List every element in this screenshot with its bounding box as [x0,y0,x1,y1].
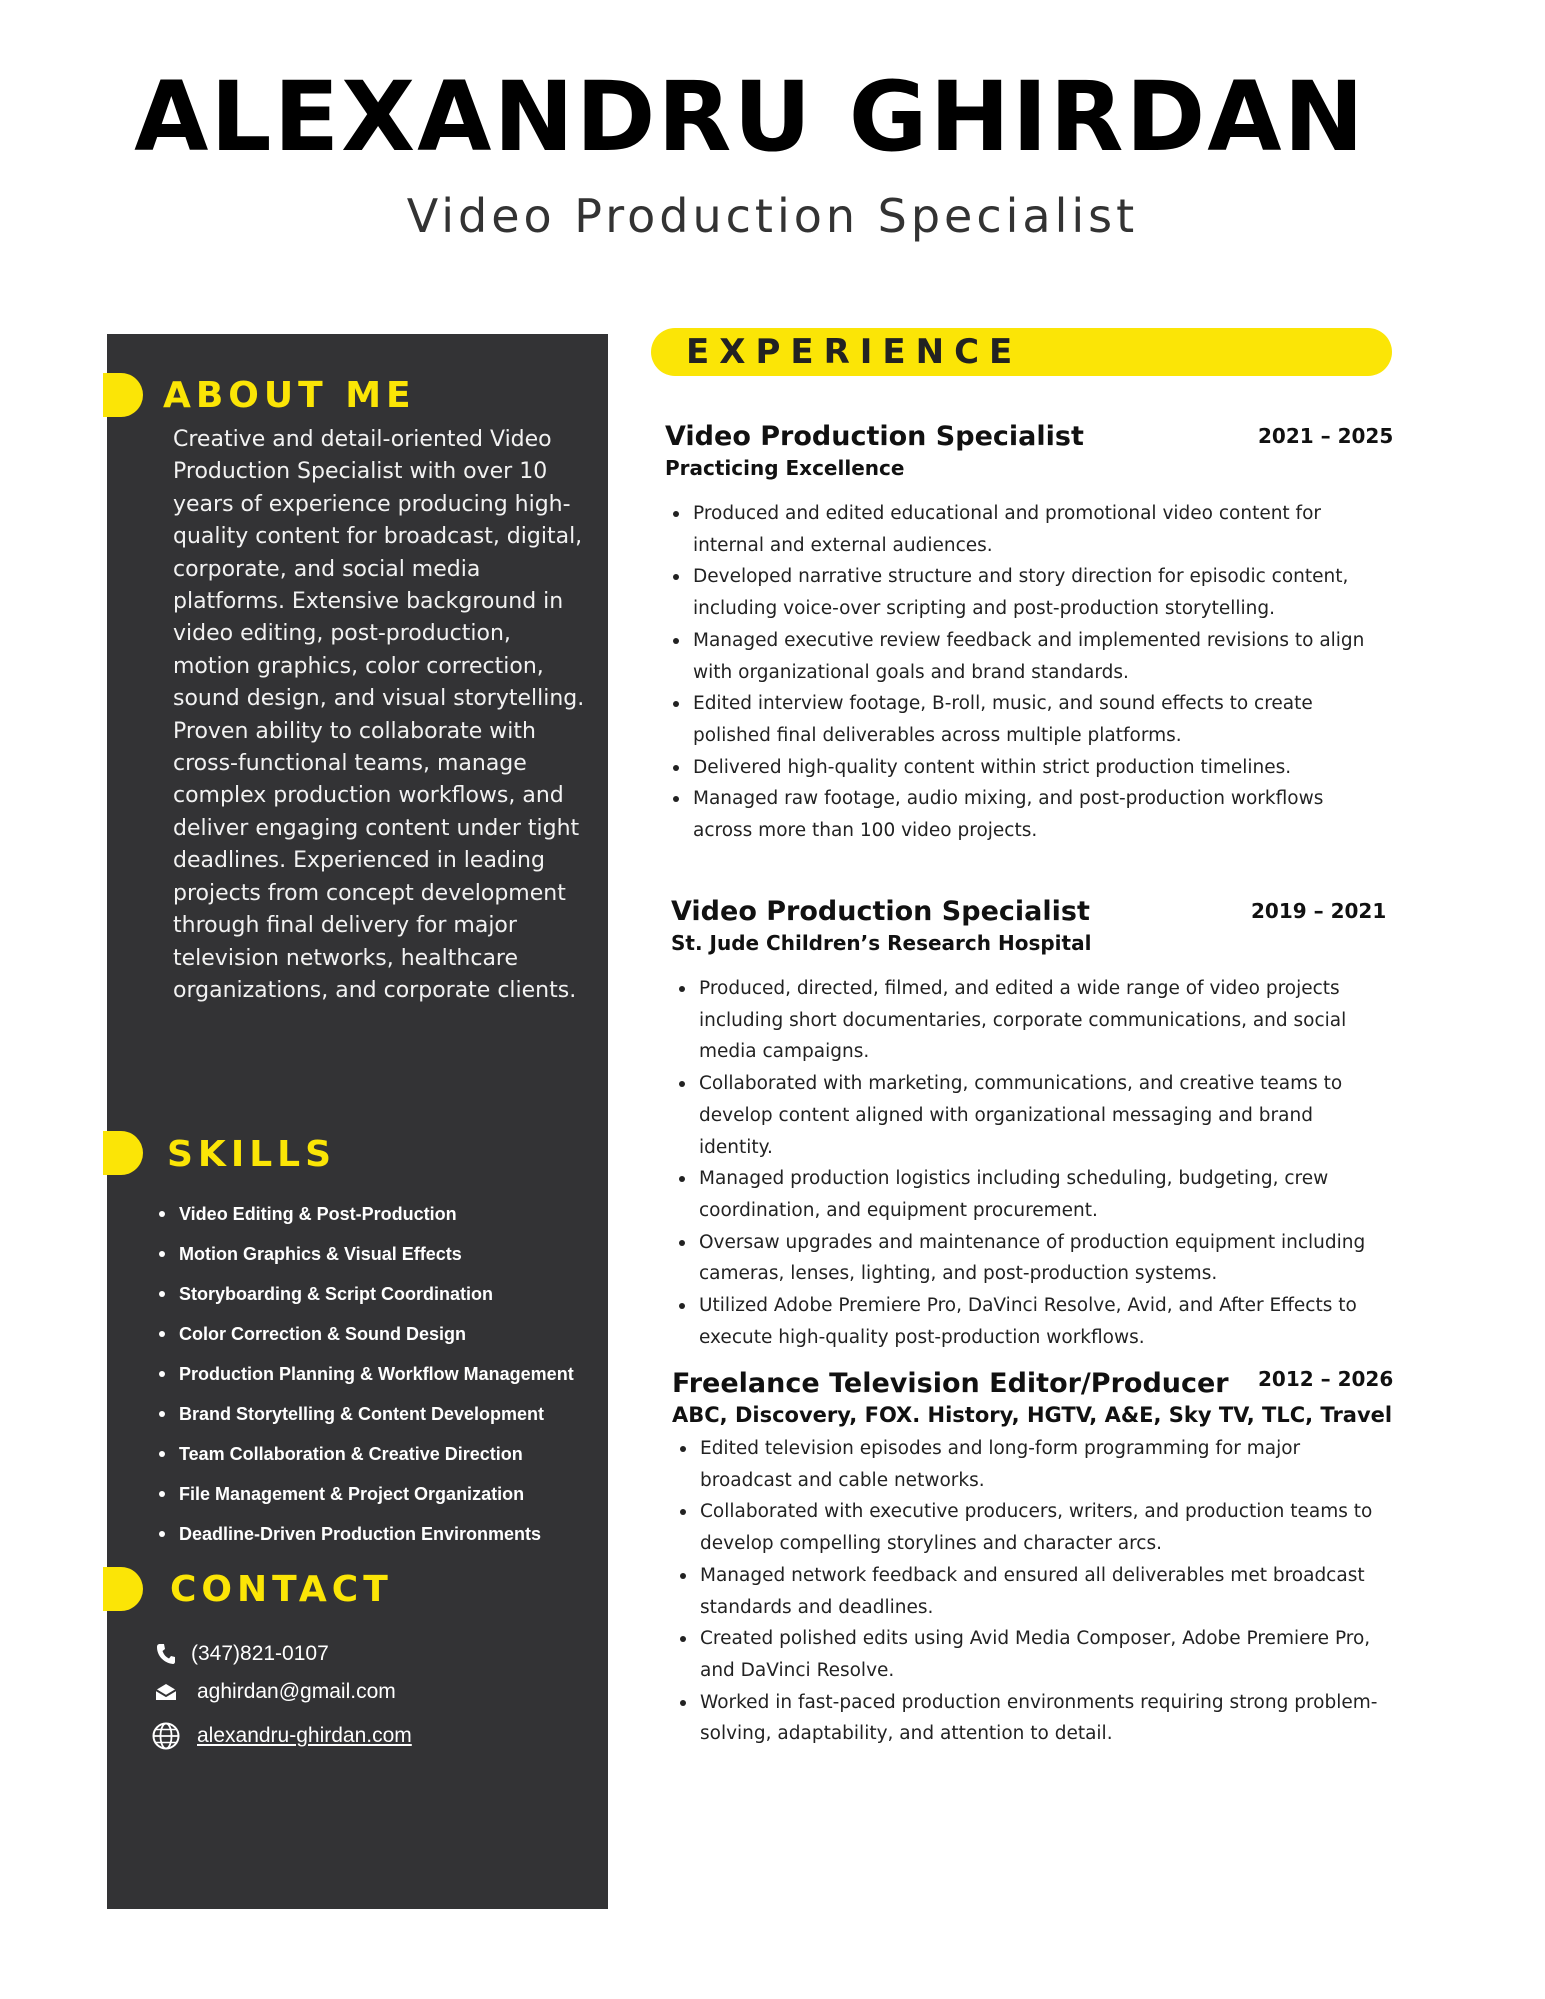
about-heading: ABOUT ME [163,375,416,416]
job-bullet: Produced, directed, filmed, and edited a wide range of video projects including short documentaries, corporate communications, and social media campaigns. [671,973,1381,1068]
about-text: Creative and detail-oriented Video Production Specialist with over 10 years of experience producing high-quality content for broadcast, digital, corporate, and social media platforms. Extensive background in video editing, post-production, motion graphics, color correction, sound design, and visual storytelling. Proven ability to collaborate with cross-functional teams, manage complex production workflows, and deliver engaging content under tight deadlines. Experienced in leading projects from concept development through final delivery for major television networks, healthcare organizations, and corporate clients. [173,427,585,1003]
globe-icon [151,1721,181,1751]
job-dates: 2012 – 2026 [1258,1367,1394,1391]
job-bullet: Managed executive review feedback and implemented revisions to align with organizational goals and brand standards. [665,625,1375,688]
job-dates: 2019 – 2021 [1251,899,1387,923]
job-bullet: Worked in fast-paced production environments requiring strong problem-solving, adaptability, and attention to detail. [672,1687,1392,1750]
job-bullet: Produced and edited educational and promotional video content for internal and external audiences. [665,498,1375,561]
skill-item: Team Collaboration & Creative Direction [153,1434,613,1474]
sidebar [107,334,608,1909]
skill-item: Video Editing & Post-Production [153,1194,613,1234]
skill-item: Storyboarding & Script Coordination [153,1274,613,1314]
job-bullet: Collaborated with marketing, communications, and creative teams to develop content aligned with organizational messaging and brand identity. [671,1068,1381,1163]
contact-phone [151,1638,329,1670]
job-bullet: Utilized Adobe Premiere Pro, DaVinci Resolve, Avid, and After Effects to execute high-quality post-production workflows. [671,1290,1381,1353]
job-entry [671,895,1395,1353]
skills-section-marker [103,1131,143,1175]
job-bullet: Developed narrative structure and story direction for episodic content, including voice-over scripting and post-production storytelling. [665,561,1375,624]
job-bullet: Edited interview footage, B-roll, music, and sound effects to create polished final deliverables across multiple platforms. [665,688,1375,751]
email-address[interactable]: aghirdan@gmail.com [197,1680,396,1703]
job-bullets [671,973,1381,1353]
job-title: Video Production Specialist [671,896,1090,927]
skill-item: Motion Graphics & Visual Effects [153,1234,613,1274]
job-title: Freelance Television Editor/Producer [672,1368,1229,1399]
job-bullet: Edited television episodes and long-form programming for major broadcast and cable networks. [672,1433,1392,1496]
phone-number: (347)821-0107 [191,1642,329,1665]
contact-section-marker [103,1567,143,1611]
skills-heading: SKILLS [167,1134,337,1175]
skill-item: Color Correction & Sound Design [153,1314,613,1354]
job-entry [672,1367,1395,1750]
job-bullet: Collaborated with executive producers, writers, and production teams to develop compelling storylines and character arcs. [672,1496,1392,1559]
job-bullet: Managed network feedback and ensured all deliverables met broadcast standards and deadlines. [672,1560,1392,1623]
job-title: Video Production Specialist [665,421,1084,452]
job-organization: ABC, Discovery, FOX. History, HGTV, A&E, Sky TV, TLC, Travel [672,1403,1393,1427]
job-bullet: Oversaw upgrades and maintenance of production equipment including cameras, lenses, lighting, and post-production systems. [671,1227,1381,1290]
skills-list [153,1194,613,1554]
contact-heading: CONTACT [170,1569,393,1610]
job-bullet: Managed raw footage, audio mixing, and post-production workflows across more than 100 video projects. [665,783,1375,846]
skill-item: Production Planning & Workflow Management [153,1354,613,1394]
experience-heading-bar [651,328,1392,376]
envelope-icon [151,1677,181,1707]
job-bullets [672,1433,1392,1750]
job-organization: Practicing Excellence [665,456,905,480]
job-dates: 2021 – 2025 [1258,424,1394,448]
contact-email [151,1676,396,1708]
candidate-name: ALEXANDRU GHIRDAN [134,61,1366,173]
skill-item: Deadline-Driven Production Environments [153,1514,613,1554]
about-section-marker [103,373,143,417]
job-bullet: Created polished edits using Avid Media Composer, Adobe Premiere Pro, and DaVinci Resolve. [672,1623,1392,1686]
job-bullet: Managed production logistics including scheduling, budgeting, crew coordination, and equipment procurement. [671,1163,1381,1226]
contact-website [151,1720,412,1752]
website-link[interactable]: alexandru-ghirdan.com [197,1724,412,1747]
job-bullets [665,498,1375,847]
phone-icon [151,1639,181,1669]
candidate-role: Video Production Specialist [406,189,1139,243]
job-organization: St. Jude Children’s Research Hospital [671,931,1092,955]
skill-item: File Management & Project Organization [153,1474,613,1514]
experience-heading: EXPERIENCE [686,332,1023,372]
job-bullet: Delivered high-quality content within strict production timelines. [665,752,1375,784]
skill-item: Brand Storytelling & Content Development [153,1394,613,1434]
job-entry [665,420,1395,847]
